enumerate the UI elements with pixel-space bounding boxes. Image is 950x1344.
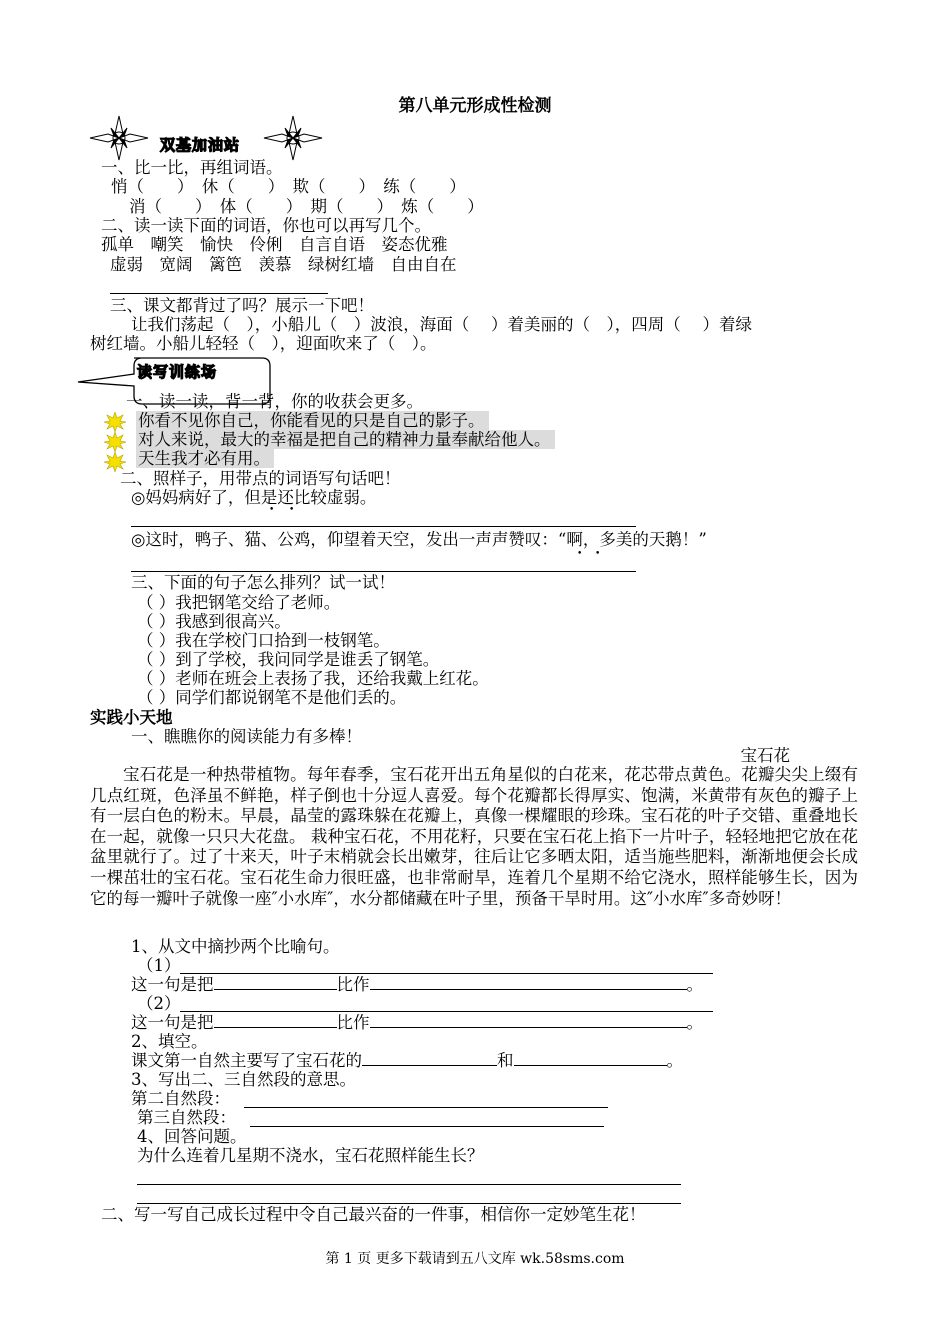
section-heading: 实践小天地	[90, 708, 173, 727]
recite-line: 树红墙。小船儿轻轻（ ），迎面吹来了（ ）。	[90, 334, 437, 353]
answer-blank[interactable]	[370, 975, 687, 990]
sub-question: 4、回答问题。	[137, 1127, 247, 1146]
compass-star-icon	[88, 114, 150, 162]
answer-blank[interactable]	[214, 1013, 337, 1028]
period: 。	[666, 1051, 683, 1070]
question-heading-text: 一、读一读，背一背，你的收获会更多。	[126, 392, 423, 411]
example-sentence: ◎妈妈病好了，但是还比较虚弱。	[131, 488, 377, 507]
order-item: （ ）我在学校门口拾到一枝钢笔。	[137, 631, 390, 650]
period: 。	[686, 1013, 703, 1032]
period: 。	[686, 975, 703, 994]
sun-icon	[104, 432, 126, 452]
answer-line[interactable]	[250, 1126, 604, 1127]
compare-mid: 比作	[336, 1013, 370, 1032]
fill-prefix: 课文第一自然主要写了宝石花的	[131, 1051, 362, 1070]
order-item: （ ）同学们都说钢笔不是他们丢的。	[137, 688, 407, 707]
order-item: （ ）我感到很高兴。	[137, 612, 291, 631]
sub-question: 1、从文中摘抄两个比喻句。	[131, 937, 340, 956]
answer-line[interactable]	[137, 1203, 681, 1204]
page-title: 第八单元形成性检测	[398, 96, 552, 116]
example-sentence: ◎这时，鸭子、猫、公鸡，仰望着天空，发出一声声赞叹：“啊，多美的天鹅！”	[131, 530, 707, 549]
emphasis-dot: •	[577, 549, 583, 559]
sub-item: （1）	[137, 956, 181, 975]
reading-passage: 宝石花是一种热带植物。每年春季，宝石花开出五角星似的白花来，花芯带点黄色。花瓣尖尖上缀有几点红斑，色泽虽不鲜艳，样子倒也十分逗人喜爱。每个花瓣都长得厚实、饱满，米黄带有灰色的瓣子上有一层白色的粉末。早晨，晶莹的露珠躲在花瓣上，真像一棵耀眼的珍珠。宝石花的叶子交错、重叠地长在一起，就像一只只大花盘。 栽种宝石花，不用花籽，只要在宝石花上掐下一片叶子，轻轻地把它放在花盆里就行了。过了十来天，叶子末梢就会长出嫩芽，往后让它多晒太阳，适当施些肥料，渐渐地便会长成一棵茁壮的宝石花。宝石花生命力很旺盛，也非常耐旱，连着几个星期不给它浇水，照样能够生长，因为它的每一瓣叶子就像一座″小水库″，水分都储藏在叶子里，预备干旱时用。这″小水库″多奇妙呀！	[90, 765, 858, 908]
answer-blank[interactable]	[214, 975, 337, 990]
answer-blank[interactable]	[370, 1013, 687, 1028]
order-item: （ ）老师在班会上表扬了我，还给我戴上红花。	[137, 669, 489, 688]
answer-line[interactable]	[110, 293, 328, 294]
answer-blank[interactable]	[362, 1051, 497, 1066]
sub-question: 2、填空。	[131, 1032, 208, 1051]
answer-blank[interactable]	[514, 1051, 667, 1066]
sub-question: 3、写出二、三自然段的意思。	[131, 1070, 356, 1089]
paragraph-label: 第三自然段：	[137, 1108, 236, 1127]
word-row: 消（ ） 体（ ） 期（ ） 炼（ ）	[129, 197, 484, 216]
emphasis-dot: •	[595, 549, 601, 559]
question-heading	[126, 392, 437, 412]
question-text: 为什么连着几星期不浇水，宝石花照样能生长？	[137, 1146, 484, 1165]
passage-title: 宝石花	[740, 746, 790, 765]
answer-line[interactable]	[180, 1011, 713, 1012]
quote-item	[136, 430, 555, 450]
fill-and: 和	[497, 1051, 514, 1070]
question-heading: 三、下面的句子怎么排列？试一试！	[131, 573, 395, 592]
answer-line[interactable]	[244, 1107, 608, 1108]
question-heading: 一、瞧瞧你的阅读能力有多棒！	[131, 727, 362, 746]
recite-line: 让我们荡起（ ），小船儿（ ）波浪，海面（ ）着美丽的（ ），四周（ ）着绿	[131, 315, 752, 334]
word-row: 孤单 嘲笑 愉快 伶俐 自言自语 姿态优雅	[101, 235, 448, 254]
compass-star-icon	[262, 114, 324, 162]
compare-row	[131, 1013, 703, 1033]
word-row: 悄（ ） 休（ ） 欺（ ） 练（ ）	[111, 177, 466, 196]
answer-line[interactable]	[180, 973, 713, 974]
emphasis-dot: •	[289, 505, 295, 515]
question-heading: 一、比一比，再组词语。	[101, 158, 283, 177]
question-heading: 二、读一读下面的词语，你也可以再写几个。	[101, 216, 431, 235]
question-heading: 二、写一写自己成长过程中令自己最兴奋的一件事，相信你一定妙笔生花！	[101, 1205, 646, 1224]
compare-prefix: 这一句是把	[131, 975, 214, 994]
answer-line[interactable]	[137, 1184, 681, 1185]
section-badge-reading: 读写训练场	[137, 363, 218, 381]
word-row: 虚弱 宽阔 篱笆 羡慕 绿树红墙 自由自在	[110, 255, 457, 274]
compare-prefix: 这一句是把	[131, 1013, 214, 1032]
quote-text: 对人来说，最大的幸福是把自己的精神力量奉献给他人。	[136, 430, 555, 449]
quote-text: 你看不见你自己，你能看见的只是自己的影子。	[136, 411, 489, 430]
answer-line[interactable]	[131, 571, 636, 572]
sun-icon	[104, 412, 126, 432]
emphasis-dot: •	[269, 505, 275, 515]
order-item: （ ）到了学校，我问同学是谁丢了钢笔。	[137, 650, 440, 669]
quote-text: 天生我才必有用。	[136, 449, 274, 468]
compare-mid: 比作	[336, 975, 370, 994]
page-footer: 第 1 页 更多下载请到五八文库 wk.58sms.com	[325, 1251, 625, 1267]
question-heading: 三、课文都背过了吗？展示一下吧！	[110, 296, 374, 315]
section-badge-basics: 双基加油站	[160, 136, 241, 154]
answer-line[interactable]	[131, 526, 636, 527]
fill-row	[131, 1051, 683, 1071]
quote-item	[136, 411, 489, 431]
paragraph-label: 第二自然段：	[131, 1089, 230, 1108]
compare-row	[131, 975, 703, 995]
order-item: （ ）我把钢笔交给了老师。	[137, 593, 341, 612]
quote-item	[136, 449, 274, 469]
question-heading: 二、照样子，用带点的词语写句话吧！	[120, 469, 401, 488]
sub-item: （2）	[137, 994, 181, 1013]
